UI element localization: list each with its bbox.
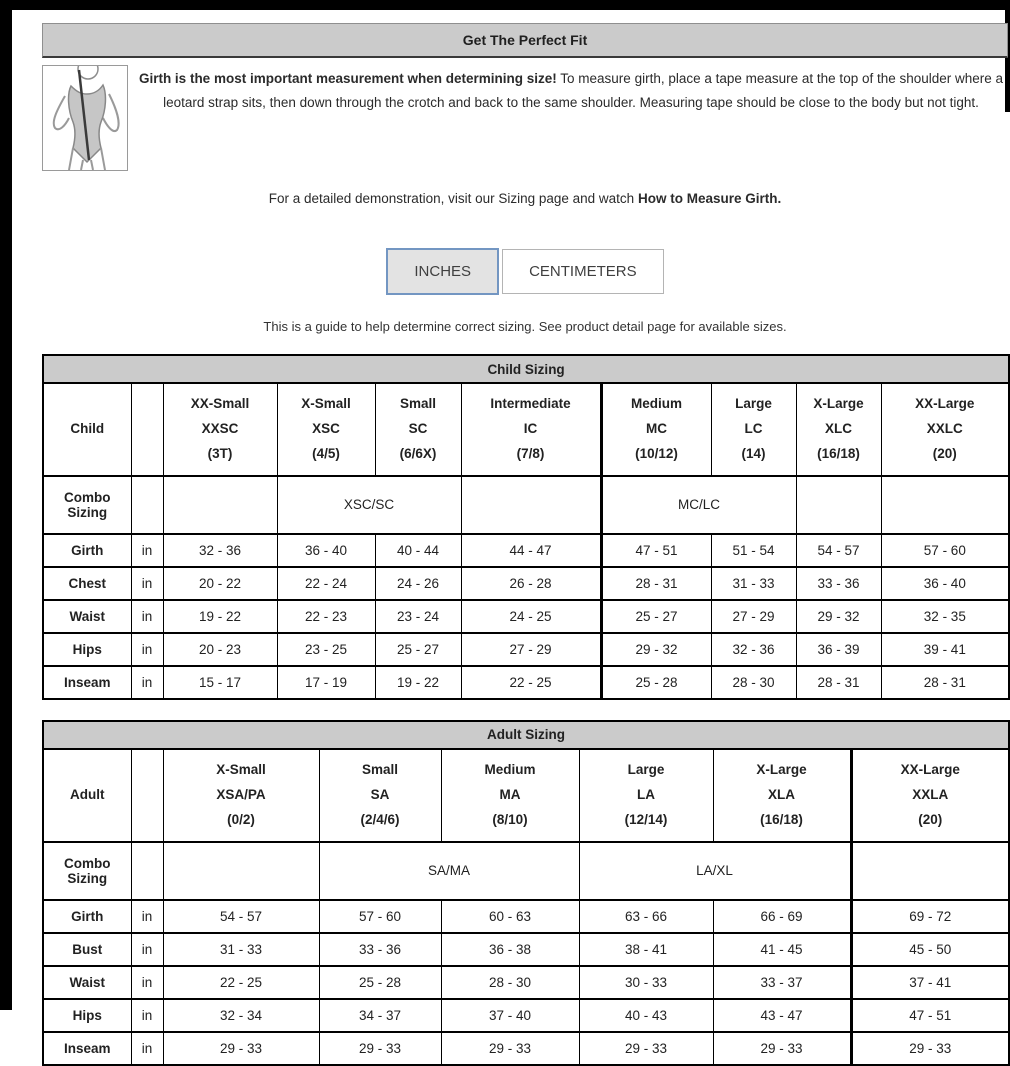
column-header: X-Large XLA (16/18) [713, 749, 851, 842]
demo-instruction-bold: How to Measure Girth. [637, 191, 782, 206]
value-cell: 47 - 51 [601, 534, 711, 567]
column-header: Small SA (2/4/6) [319, 749, 441, 842]
value-cell: 51 - 54 [711, 534, 796, 567]
screen-edge-artifact-left [0, 0, 12, 1010]
girth-instructions [128, 67, 1008, 116]
value-cell: 22 - 25 [461, 666, 601, 699]
table-corner-label: Adult [43, 749, 131, 842]
value-cell: 31 - 33 [711, 567, 796, 600]
sizing-guide-page [42, 23, 1008, 1066]
value-cell: 41 - 45 [713, 933, 851, 966]
row-label: Hips [43, 999, 131, 1032]
value-cell: 27 - 29 [711, 600, 796, 633]
row-label: Inseam [43, 1032, 131, 1065]
combo-cell [163, 476, 277, 534]
table-title: Adult Sizing [43, 721, 1009, 749]
value-cell: 40 - 44 [375, 534, 461, 567]
column-header: Large LC (14) [711, 383, 796, 476]
value-cell: 32 - 36 [163, 534, 277, 567]
value-cell: 36 - 39 [796, 633, 881, 666]
unit-toggle [42, 248, 1008, 295]
value-cell: 36 - 40 [277, 534, 375, 567]
value-cell: 29 - 32 [796, 600, 881, 633]
unit-cell: in [131, 1032, 163, 1065]
value-cell: 25 - 27 [375, 633, 461, 666]
column-header: XX-Small XXSC (3T) [163, 383, 277, 476]
unit-cell: in [131, 567, 163, 600]
table-corner-label: Child [43, 383, 131, 476]
value-cell: 25 - 27 [601, 600, 711, 633]
unit-header-cell [131, 749, 163, 842]
row-label: Girth [43, 900, 131, 933]
value-cell: 45 - 50 [851, 933, 1009, 966]
row-label: Bust [43, 933, 131, 966]
value-cell: 28 - 31 [796, 666, 881, 699]
value-cell: 34 - 37 [319, 999, 441, 1032]
combo-cell: SA/MA [319, 842, 579, 900]
value-cell: 43 - 47 [713, 999, 851, 1032]
unit-cell: in [131, 600, 163, 633]
value-cell: 37 - 41 [851, 966, 1009, 999]
row-label: Girth [43, 534, 131, 567]
row-label: Combo Sizing [43, 842, 131, 900]
unit-cell: in [131, 966, 163, 999]
value-cell: 36 - 38 [441, 933, 579, 966]
value-cell: 27 - 29 [461, 633, 601, 666]
combo-cell [461, 476, 601, 534]
girth-instructions-lead: Girth is the most important measurement when determining size! [138, 71, 557, 86]
value-cell: 28 - 30 [441, 966, 579, 999]
value-cell: 20 - 23 [163, 633, 277, 666]
demo-instruction-text: For a detailed demonstration, visit our Sizing page and watch [268, 191, 635, 206]
value-cell: 39 - 41 [881, 633, 1009, 666]
value-cell: 17 - 19 [277, 666, 375, 699]
intro-section [42, 65, 1008, 171]
girth-instructions-body: To measure girth, place a tape measure at the top of the shoulder where a leotard strap sits, then down through the crotch and back to the same shoulder. Measuring tape should be close to the body but not tight. [163, 71, 1004, 111]
value-cell: 26 - 28 [461, 567, 601, 600]
value-cell: 31 - 33 [163, 933, 319, 966]
value-cell: 28 - 31 [601, 567, 711, 600]
row-label: Inseam [43, 666, 131, 699]
value-cell: 60 - 63 [441, 900, 579, 933]
value-cell: 29 - 33 [319, 1032, 441, 1065]
unit-cell: in [131, 666, 163, 699]
value-cell: 66 - 69 [713, 900, 851, 933]
combo-cell: MC/LC [601, 476, 796, 534]
value-cell: 23 - 24 [375, 600, 461, 633]
value-cell: 47 - 51 [851, 999, 1009, 1032]
value-cell: 19 - 22 [163, 600, 277, 633]
value-cell: 32 - 36 [711, 633, 796, 666]
row-label: Combo Sizing [43, 476, 131, 534]
leotard-measurement-image [42, 65, 128, 171]
value-cell: 33 - 36 [319, 933, 441, 966]
unit-cell: in [131, 534, 163, 567]
value-cell: 29 - 33 [579, 1032, 713, 1065]
value-cell: 15 - 17 [163, 666, 277, 699]
column-header: Small SC (6/6X) [375, 383, 461, 476]
column-header: Medium MC (10/12) [601, 383, 711, 476]
value-cell: 54 - 57 [796, 534, 881, 567]
value-cell: 63 - 66 [579, 900, 713, 933]
value-cell: 29 - 33 [441, 1032, 579, 1065]
combo-cell [796, 476, 881, 534]
value-cell: 54 - 57 [163, 900, 319, 933]
value-cell: 33 - 37 [713, 966, 851, 999]
value-cell: 38 - 41 [579, 933, 713, 966]
combo-cell: LA/XL [579, 842, 851, 900]
value-cell: 32 - 35 [881, 600, 1009, 633]
value-cell: 24 - 25 [461, 600, 601, 633]
column-header: XX-Large XXLC (20) [881, 383, 1009, 476]
value-cell: 29 - 33 [163, 1032, 319, 1065]
row-label: Waist [43, 966, 131, 999]
unit-cell: in [131, 633, 163, 666]
column-header: Medium MA (8/10) [441, 749, 579, 842]
adult-sizing-table [42, 720, 1010, 1066]
screen-edge-artifact-top [0, 0, 1010, 10]
value-cell: 22 - 23 [277, 600, 375, 633]
row-label: Waist [43, 600, 131, 633]
unit-cell: in [131, 933, 163, 966]
value-cell: 22 - 24 [277, 567, 375, 600]
value-cell: 32 - 34 [163, 999, 319, 1032]
value-cell: 40 - 43 [579, 999, 713, 1032]
column-header: X-Small XSA/PA (0/2) [163, 749, 319, 842]
value-cell: 44 - 47 [461, 534, 601, 567]
value-cell: 33 - 36 [796, 567, 881, 600]
value-cell: 57 - 60 [881, 534, 1009, 567]
value-cell: 22 - 25 [163, 966, 319, 999]
sizing-guide-note: This is a guide to help determine correct sizing. See product detail page for available sizes. [263, 319, 787, 334]
combo-cell [163, 842, 319, 900]
column-header: Intermediate IC (7/8) [461, 383, 601, 476]
value-cell: 25 - 28 [319, 966, 441, 999]
value-cell: 19 - 22 [375, 666, 461, 699]
row-label: Chest [43, 567, 131, 600]
value-cell: 37 - 40 [441, 999, 579, 1032]
value-cell: 28 - 30 [711, 666, 796, 699]
value-cell: 29 - 33 [851, 1032, 1009, 1065]
value-cell: 36 - 40 [881, 567, 1009, 600]
combo-cell [851, 842, 1009, 900]
value-cell: 23 - 25 [277, 633, 375, 666]
value-cell: 29 - 33 [713, 1032, 851, 1065]
column-header: XX-Large XXLA (20) [851, 749, 1009, 842]
column-header: X-Large XLC (16/18) [796, 383, 881, 476]
inches-button[interactable]: INCHES [386, 248, 499, 295]
value-cell: 20 - 22 [163, 567, 277, 600]
value-cell: 69 - 72 [851, 900, 1009, 933]
value-cell: 25 - 28 [601, 666, 711, 699]
row-label: Hips [43, 633, 131, 666]
leotard-figure-icon [43, 66, 127, 170]
column-header: Large LA (12/14) [579, 749, 713, 842]
table-title: Child Sizing [43, 355, 1009, 383]
unit-cell [131, 476, 163, 534]
combo-cell [881, 476, 1009, 534]
value-cell: 29 - 32 [601, 633, 711, 666]
unit-cell [131, 842, 163, 900]
page-title: Get The Perfect Fit [42, 23, 1008, 58]
unit-header-cell [131, 383, 163, 476]
child-sizing-table [42, 354, 1010, 700]
centimeters-button[interactable]: CENTIMETERS [502, 249, 664, 294]
unit-cell: in [131, 999, 163, 1032]
value-cell: 57 - 60 [319, 900, 441, 933]
value-cell: 30 - 33 [579, 966, 713, 999]
column-header: X-Small XSC (4/5) [277, 383, 375, 476]
unit-cell: in [131, 900, 163, 933]
value-cell: 28 - 31 [881, 666, 1009, 699]
value-cell: 24 - 26 [375, 567, 461, 600]
combo-cell: XSC/SC [277, 476, 461, 534]
demo-instruction [42, 191, 1008, 206]
